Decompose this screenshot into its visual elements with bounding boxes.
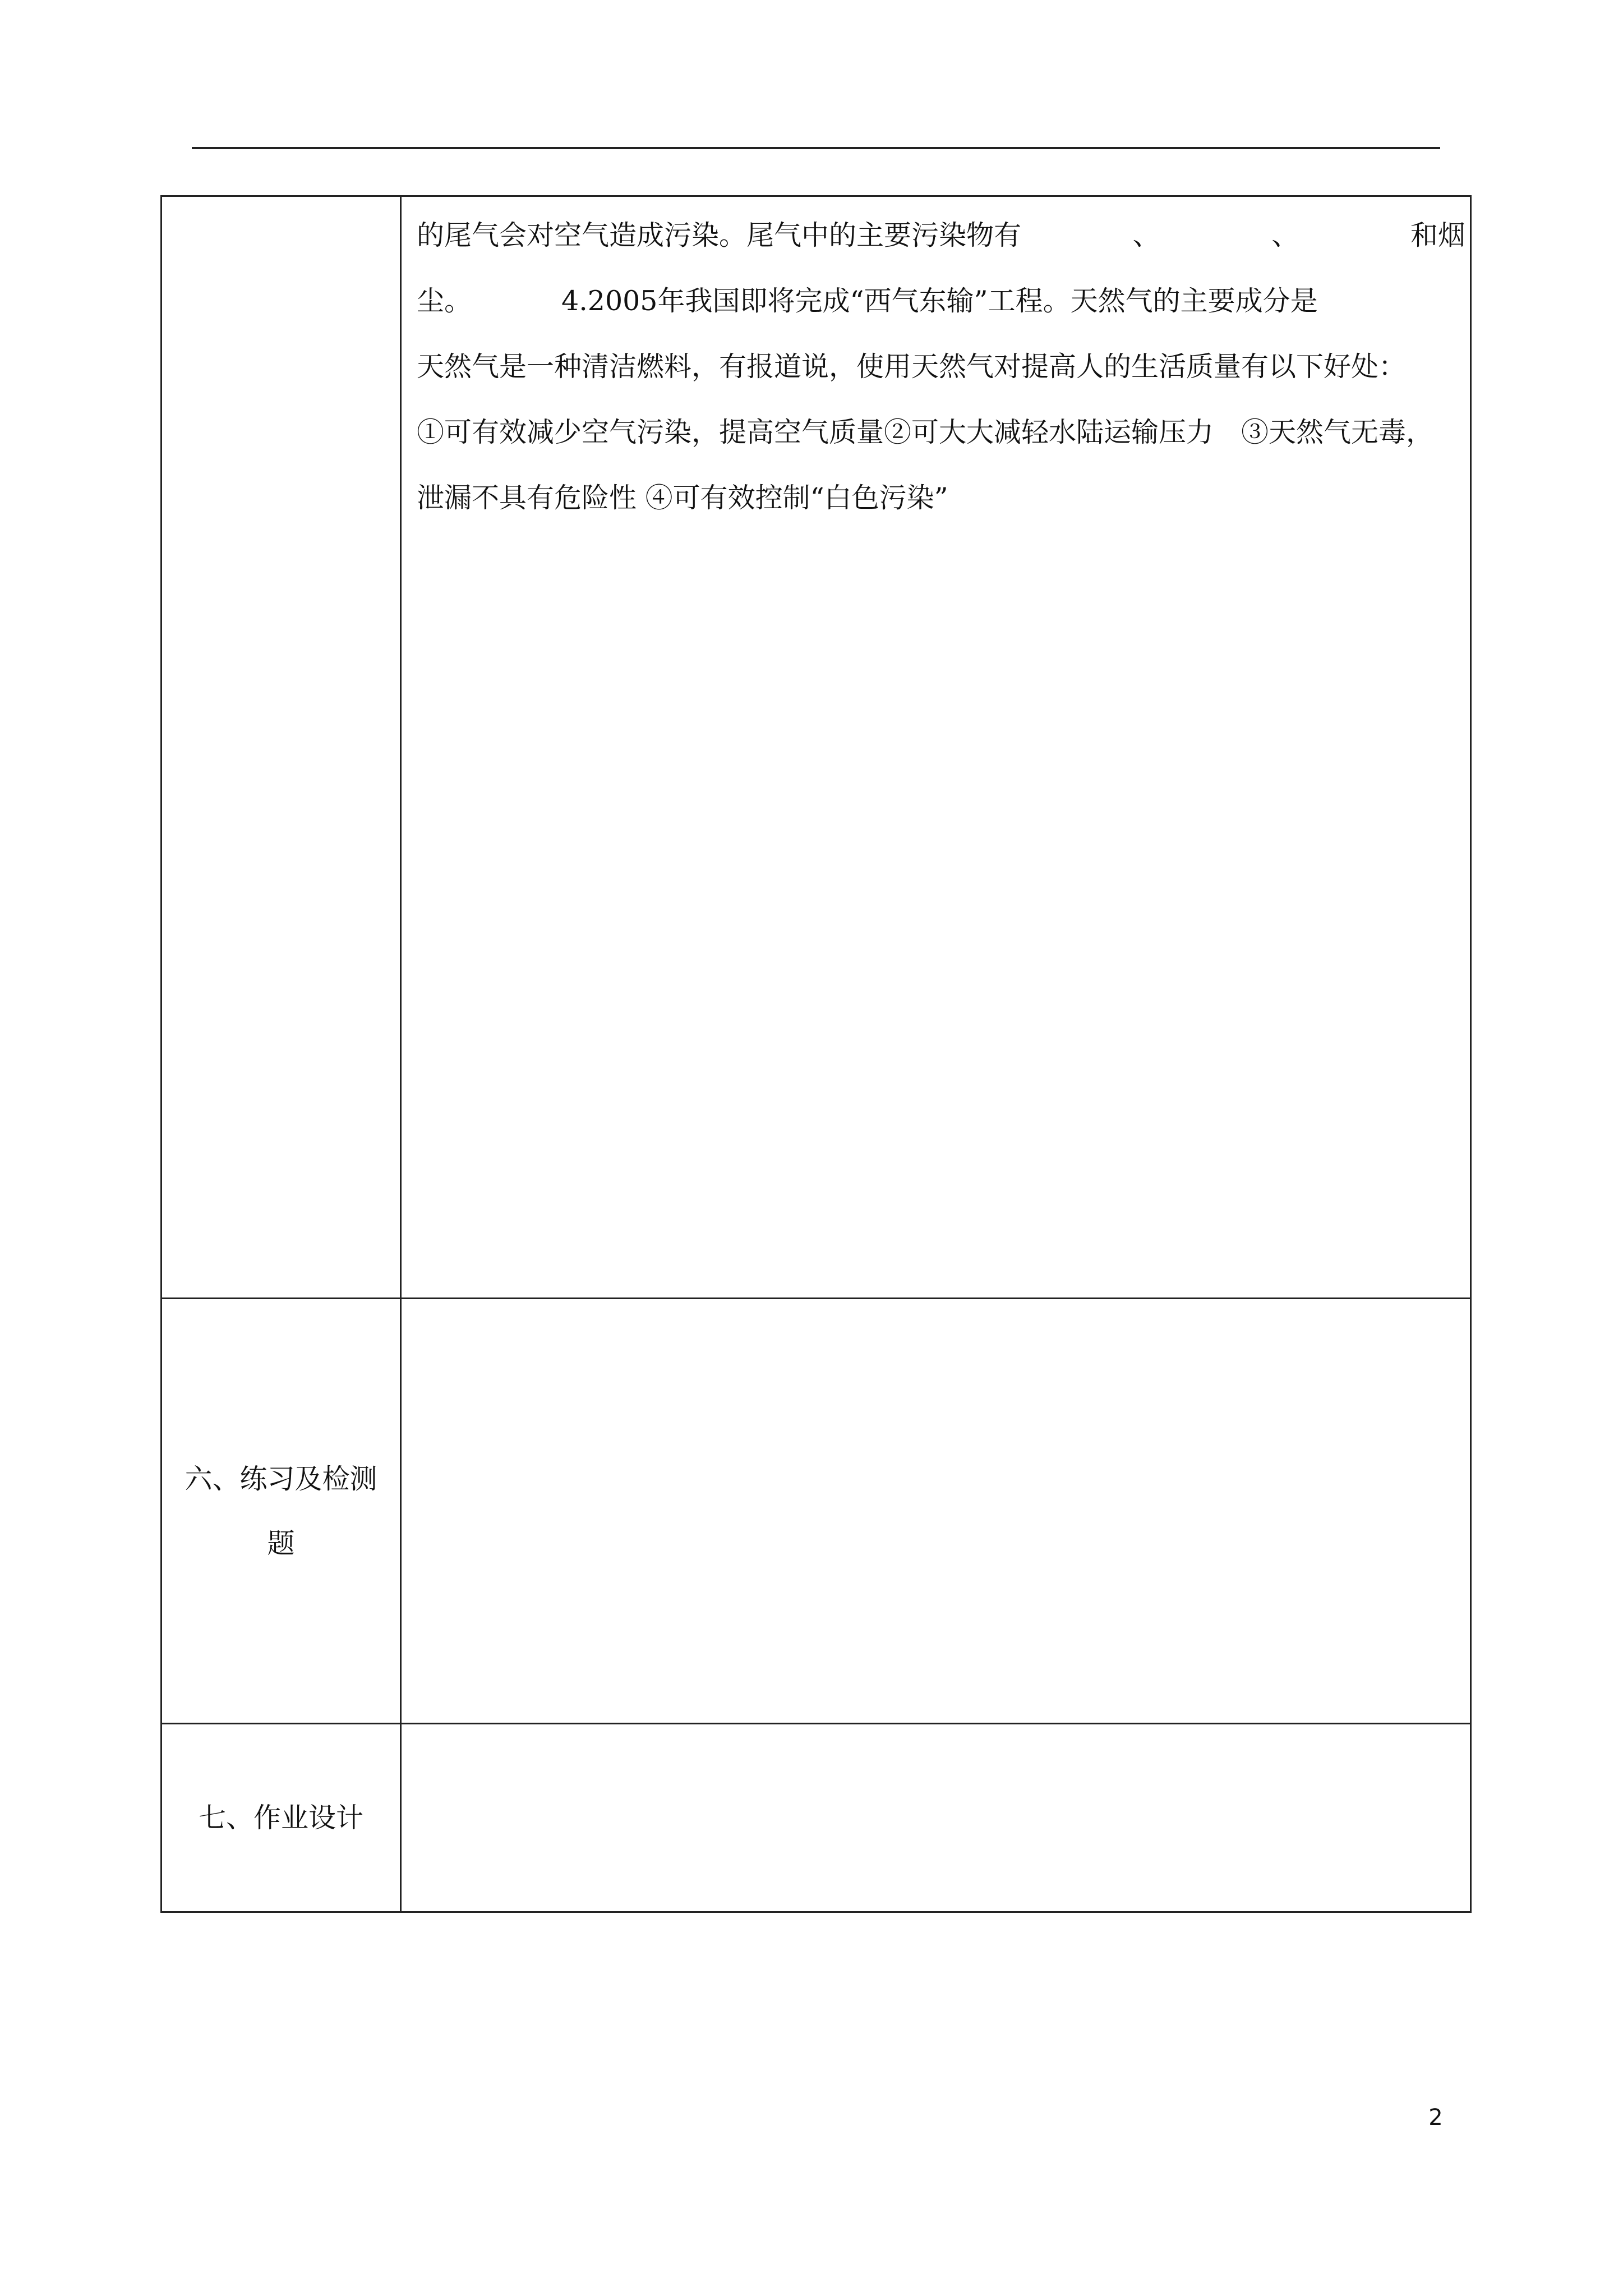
text-line-2	[417, 268, 1471, 334]
text-line-4: ①可有效减少空气污染，提高空气质量②可大大减轻水陆运输压力 ③天然气无毒，	[417, 416, 1434, 448]
question-4-text: 4.2005年我国即将完成“西气东输”工程。天然气的主要成分是	[561, 285, 1318, 317]
section-label-line: 题	[267, 1527, 295, 1559]
column-divider	[400, 197, 402, 1911]
text-line-5: 泄漏不具有危险性 ④可有效控制“白色污染”	[417, 482, 948, 514]
text-segment: 的尾气会对空气造成污染。尾气中的主要污染物有	[417, 219, 1022, 251]
content-cell-text	[417, 203, 1471, 531]
section-label-line: 七、作业设计	[198, 1802, 363, 1834]
section-label-exercises	[162, 1299, 400, 1723]
section-label-line: 六、练习及检测	[185, 1462, 377, 1495]
text-line-1	[417, 203, 1465, 268]
text-line-3: 天然气是一种清洁燃料，有报道说，使用天然气对提高人的生活质量有以下好处：	[417, 351, 1407, 383]
blank-separator: 、	[1132, 219, 1160, 251]
blank-separator: 、	[1271, 219, 1299, 251]
section-label-homework	[162, 1724, 400, 1911]
lesson-plan-table	[160, 195, 1472, 1913]
page-number: 2	[1428, 2105, 1443, 2131]
text-segment: 尘。	[417, 285, 472, 317]
header-rule	[192, 147, 1440, 149]
text-segment: 和烟	[1410, 219, 1465, 251]
